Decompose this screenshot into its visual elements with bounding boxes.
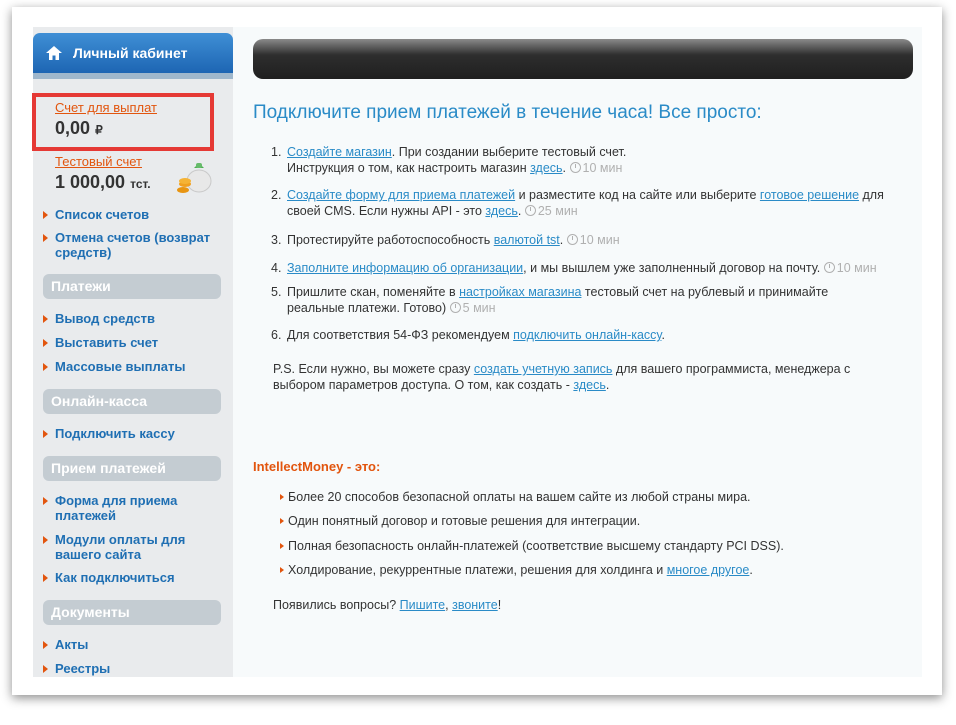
section-title: Прием платежей	[51, 460, 166, 476]
step-time	[525, 204, 578, 218]
arrow-right-icon	[43, 430, 48, 438]
nav-label: Вывод средств	[55, 311, 156, 326]
arrow-right-icon	[280, 518, 284, 524]
clock-icon	[567, 234, 578, 245]
sidebar-header[interactable]	[33, 33, 233, 73]
arrow-right-icon	[280, 494, 284, 500]
ps-text: .	[605, 378, 610, 392]
step-text: .	[559, 233, 564, 247]
step-2	[271, 187, 887, 219]
arrow-right-icon	[43, 497, 48, 505]
org-info-link[interactable]: Заполните информацию об организации	[287, 261, 524, 275]
nav-label: Акты	[55, 637, 89, 652]
ready-solution-link[interactable]: готовое решение	[759, 188, 860, 202]
api-here-link[interactable]: здесь	[485, 204, 518, 218]
sidebar	[33, 27, 233, 677]
step-text: Протестируйте работоспособность	[287, 233, 494, 247]
arrow-right-icon	[43, 339, 48, 347]
page-title: Подключите прием платежей в течение часа! Все просто:	[253, 102, 762, 123]
feature-text: Холдирование, рекуррентные платежи, решения для холдинга и	[288, 563, 667, 577]
payout-account-amount	[55, 118, 103, 139]
create-form-link[interactable]: Создайте форму для приема платежей	[287, 188, 516, 202]
nav-label: Выставить счет	[55, 335, 159, 350]
time-label: 10 мин	[582, 161, 623, 175]
time-label: 5 мин	[462, 301, 496, 315]
intellectmoney-heading: IntellectMoney - это:	[253, 459, 381, 474]
here-link[interactable]: здесь	[573, 378, 606, 392]
arrow-right-icon	[280, 567, 284, 573]
step-number: 5.	[271, 285, 282, 299]
feature-item	[288, 563, 753, 577]
here-link[interactable]: здесь	[530, 161, 563, 175]
arrow-right-icon	[43, 315, 48, 323]
step-time	[450, 301, 496, 315]
feature-text: .	[749, 563, 753, 577]
feature-item	[288, 514, 640, 528]
nav-payment-modules[interactable]	[55, 532, 200, 562]
step-text: Для соответствия 54-ФЗ рекомендуем	[287, 328, 514, 342]
nav-connect-cash[interactable]	[55, 426, 215, 441]
step-number: 3.	[271, 233, 282, 247]
nav-label: Список счетов	[55, 207, 150, 222]
questions-text: !	[497, 598, 502, 612]
step-1	[271, 144, 677, 176]
test-currency: тст.	[130, 177, 151, 191]
nav-mass-payouts[interactable]	[55, 359, 215, 374]
arrow-right-icon	[43, 363, 48, 371]
step-number: 4.	[271, 261, 282, 275]
clock-icon	[824, 262, 835, 273]
feature-text: Один понятный договор и готовые решения для интеграции.	[288, 514, 641, 528]
section-title: Платежи	[51, 278, 111, 294]
nav-payment-form[interactable]	[55, 493, 200, 523]
step-3	[271, 232, 887, 248]
clock-icon	[450, 302, 461, 313]
questions-line	[273, 598, 501, 612]
nav-withdraw[interactable]	[55, 311, 215, 326]
nav-registers[interactable]	[55, 661, 215, 676]
much-more-link[interactable]: многое другое	[666, 563, 750, 577]
time-label: 10 мин	[579, 233, 620, 247]
step-text: для своей CMS. Если нужны API - это	[287, 188, 884, 218]
step-text: и разместите код на сайте или выберите	[515, 188, 760, 202]
ps-text: P.S. Если нужно, вы можете сразу	[273, 362, 474, 376]
test-amount-value: 1 000,00	[55, 172, 126, 192]
nav-label: Как подключиться	[55, 570, 175, 585]
nav-account-cancel[interactable]	[55, 230, 215, 260]
step-number: 2.	[271, 188, 282, 202]
step-text: .	[562, 161, 567, 175]
arrow-right-icon	[43, 234, 48, 242]
time-label: 10 мин	[836, 261, 877, 275]
sidebar-header-title: Личный кабинет	[73, 45, 188, 61]
step-text: . При создании выберите тестовый счет. Инструкция о том, как настроить магазин	[287, 145, 627, 175]
shop-settings-link[interactable]: настройках магазина	[459, 285, 582, 299]
feature-item	[288, 539, 784, 553]
questions-text: ,	[445, 598, 453, 612]
payout-account-link[interactable]: Счет для выплат	[55, 100, 157, 115]
clock-icon	[570, 162, 581, 173]
nav-label: Модули оплаты для вашего сайта	[55, 532, 186, 562]
money-bag-icon	[174, 154, 216, 196]
step-text: , и мы вышлем уже заполненный договор на почту.	[523, 261, 821, 275]
feature-text: Полная безопасность онлайн-платежей (соответствие высшему стандарту PCI DSS).	[288, 539, 784, 553]
call-link[interactable]: звоните	[452, 598, 498, 612]
step-text: тестовый счет на рублевый и принимайте реальные платежи. Готово)	[287, 285, 829, 315]
arrow-right-icon	[43, 574, 48, 582]
arrow-right-icon	[43, 211, 48, 219]
step-time	[824, 261, 877, 275]
payout-currency: ₽	[95, 123, 103, 137]
step-number: 1.	[271, 145, 282, 159]
nav-label: Отмена счетов (возврат средств)	[55, 230, 211, 260]
create-shop-link[interactable]: Создайте магазин	[287, 145, 392, 159]
feature-item	[288, 490, 751, 504]
ps-note	[273, 361, 873, 393]
page-content	[33, 27, 922, 677]
clock-icon	[525, 205, 536, 216]
step-text: .	[517, 204, 522, 218]
step-text: Пришлите скан, поменяйте в	[287, 285, 460, 299]
nav-how-to-connect[interactable]	[55, 570, 215, 585]
ps-text: для вашего программиста, менеджера с выбором параметров доступа. О том, как создать -	[273, 362, 851, 392]
feature-text: Более 20 способов безопасной оплаты на вашем сайте из любой страны мира.	[288, 490, 751, 504]
section-title: Онлайн-касса	[51, 393, 148, 409]
screenshot-frame	[12, 7, 942, 695]
step-5	[271, 284, 877, 316]
section-accept-payments	[43, 456, 221, 481]
sidebar-header-strip	[33, 73, 233, 79]
arrow-right-icon	[43, 536, 48, 544]
connect-cash-link[interactable]: подключить онлайн-кассу	[513, 328, 662, 342]
time-label: 25 мин	[537, 204, 578, 218]
arrow-right-icon	[43, 665, 48, 673]
test-account-link[interactable]: Тестовый счет	[55, 154, 142, 169]
section-payments	[43, 274, 221, 299]
step-time	[570, 161, 623, 175]
top-toolbar	[253, 39, 913, 79]
tst-currency-link[interactable]: валютой tst	[493, 233, 560, 247]
nav-label: Подключить кассу	[55, 426, 175, 441]
nav-label: Реестры	[55, 661, 111, 676]
arrow-right-icon	[280, 543, 284, 549]
payout-amount-value: 0,00	[55, 118, 91, 138]
nav-label: Массовые выплаты	[55, 359, 186, 374]
nav-invoice[interactable]	[55, 335, 215, 350]
create-account-link[interactable]: создать учетную запись	[473, 362, 613, 376]
step-time	[567, 233, 620, 247]
step-number: 6.	[271, 328, 282, 342]
arrow-right-icon	[43, 641, 48, 649]
section-documents	[43, 600, 221, 625]
questions-text: Появились вопросы?	[273, 598, 400, 612]
section-online-cash	[43, 389, 221, 414]
section-title: Документы	[51, 604, 130, 620]
step-4	[271, 260, 927, 276]
nav-acts[interactable]	[55, 637, 215, 652]
nav-label: Форма для приема платежей	[55, 493, 178, 523]
test-account-amount	[55, 172, 151, 193]
step-6	[271, 327, 887, 343]
home-icon	[45, 45, 63, 61]
write-link[interactable]: Пишите	[399, 598, 446, 612]
nav-account-list[interactable]	[55, 207, 215, 222]
step-text: .	[661, 328, 665, 342]
